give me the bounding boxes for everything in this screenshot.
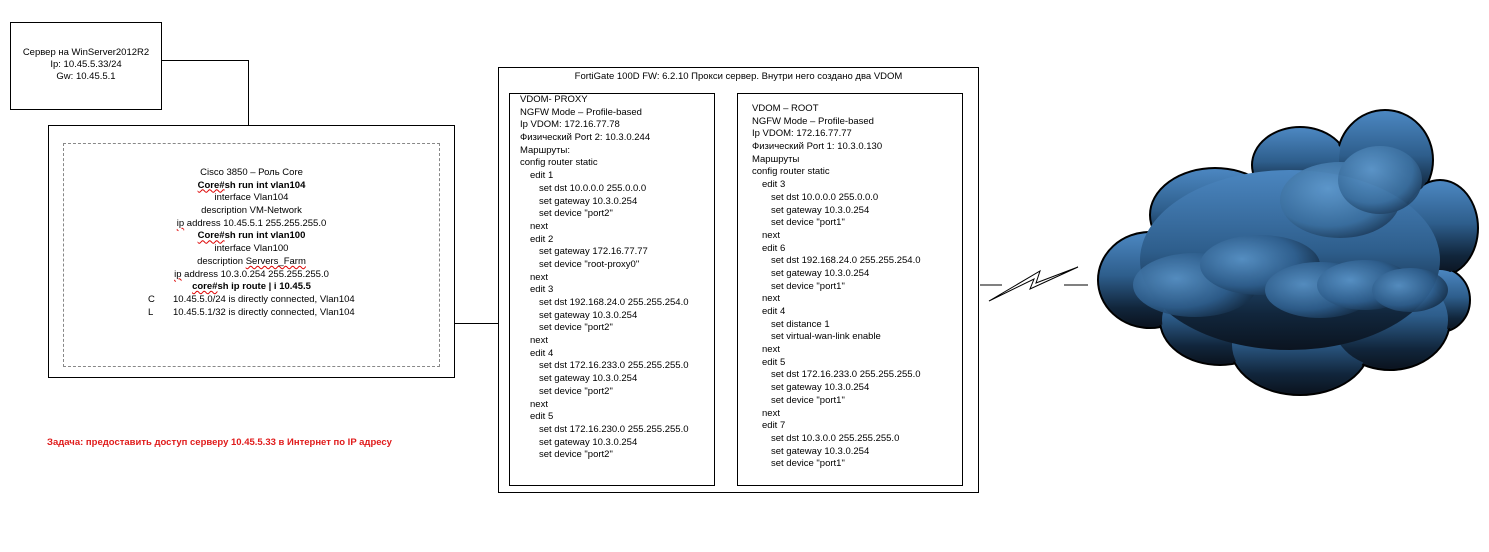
vdom-line: set gateway 10.3.0.254 <box>771 204 870 216</box>
vdom-line: set dst 172.16.230.0 255.255.255.0 <box>539 423 689 435</box>
vdom-line: edit 7 <box>762 420 786 432</box>
vdom-line: edit 4 <box>530 347 554 359</box>
vdom-line: set dst 172.16.233.0 255.255.255.0 <box>771 369 921 381</box>
vdom-line: set gateway 10.3.0.254 <box>771 382 870 394</box>
internet-cloud-icon <box>1098 110 1478 395</box>
core-config-text <box>64 167 439 319</box>
vdom-line: set dst 10.0.0.0 255.0.0.0 <box>539 182 647 194</box>
core-line: ip address 10.3.0.254 255.255.255.0 <box>174 268 329 280</box>
vdom-line: set dst 10.3.0.0 255.255.255.0 <box>771 432 900 444</box>
core-line: core#sh ip route | i 10.45.5 <box>192 281 311 293</box>
vdom-line: edit 2 <box>530 233 554 245</box>
vdom-root-box <box>737 93 963 486</box>
vdom-line: next <box>762 344 780 356</box>
vdom-line: next <box>762 229 780 241</box>
vdom-line: Физический Port 2: 10.3.0.244 <box>520 132 651 144</box>
connector-server-core-v <box>248 60 249 126</box>
vdom-line: set device "port2" <box>539 322 613 334</box>
vdom-line: edit 6 <box>762 242 786 254</box>
vdom-line: set device "port1" <box>771 280 845 292</box>
server-ip: Ip: 10.45.5.33/24 <box>50 59 122 70</box>
vdom-line: edit 1 <box>530 170 554 182</box>
vdom-line: set distance 1 <box>771 318 830 330</box>
vdom-line: VDOM- PROXY <box>520 94 588 105</box>
fortigate-title: FortiGate 100D FW: 6.2.10 Прокси сервер. Внутри него создано два VDOM <box>574 71 903 82</box>
vdom-line: edit 5 <box>530 411 554 423</box>
vdom-line: next <box>762 407 780 419</box>
internet-drawing <box>975 105 1485 415</box>
vdom-line: set dst 192.168.24.0 255.255.254.0 <box>539 297 689 308</box>
connector-core-fortigate <box>455 323 498 324</box>
vdom-line: set gateway 10.3.0.254 <box>539 195 638 207</box>
lightning-link-icon <box>980 267 1088 301</box>
vdom-line: set gateway 10.3.0.254 <box>539 436 638 448</box>
vdom-line: set gateway 10.3.0.254 <box>771 445 870 457</box>
vdom-line: set dst 10.0.0.0 255.0.0.0 <box>771 191 879 203</box>
vdom-line: set dst 192.168.24.0 255.255.254.0 <box>771 255 921 267</box>
core-line: Core#sh run int vlan100 <box>197 230 306 242</box>
vdom-line: edit 3 <box>530 284 554 296</box>
vdom-line: set device "root-proxy0" <box>539 258 640 270</box>
vdom-line: next <box>530 398 548 410</box>
core-route-line: C 10.45.5.0/24 is directly connected, Vlan104 <box>148 293 355 305</box>
vdom-line: next <box>530 271 548 283</box>
vdom-line: set dst 172.16.233.0 255.255.255.0 <box>539 360 689 372</box>
core-line: ip address 10.45.5.1 255.255.255.0 <box>176 217 327 229</box>
vdom-line: set device "port1" <box>771 394 845 406</box>
task-text: Задача: предоставить доступ серверу 10.45.5.33 в Интернет по IP адресу <box>47 437 392 448</box>
core-line: Core#sh run int vlan104 <box>197 179 306 191</box>
vdom-line: set virtual-wan-link enable <box>771 331 881 343</box>
core-line: interface Vlan100 <box>214 243 289 255</box>
vdom-line: set gateway 10.3.0.254 <box>771 267 870 279</box>
core-config-frame <box>63 143 440 367</box>
vdom-line: set device "port2" <box>539 208 613 220</box>
vdom-line: Маршруты <box>752 153 800 165</box>
vdom-line: Физический Port 1: 10.3.0.130 <box>752 141 883 153</box>
vdom-line: Ip VDOM: 172.16.77.77 <box>752 128 852 140</box>
server-gateway: Gw: 10.45.5.1 <box>56 71 116 82</box>
server-name: Сервер на WinServer2012R2 <box>22 47 150 58</box>
vdom-line: set device "port2" <box>539 449 613 461</box>
vdom-line: set device "port1" <box>771 458 845 470</box>
vdom-line: set gateway 172.16.77.77 <box>539 246 648 258</box>
vdom-line: edit 4 <box>762 306 786 317</box>
server-box <box>10 22 162 110</box>
vdom-line: NGFW Mode – Profile-based <box>752 115 874 127</box>
core-switch-box <box>48 125 455 378</box>
vdom-line: Ip VDOM: 172.16.77.78 <box>520 119 620 131</box>
vdom-proxy-box <box>509 93 715 486</box>
vdom-line: set device "port1" <box>771 217 845 229</box>
core-route-line: L 10.45.5.1/32 is directly connected, Vlan104 <box>148 306 355 318</box>
vdom-line: next <box>530 220 548 232</box>
vdom-line: config router static <box>752 166 830 178</box>
vdom-line: edit 3 <box>762 179 786 191</box>
core-line: description VM-Network <box>201 205 302 217</box>
fortigate-box <box>498 67 979 493</box>
vdom-line: set device "port2" <box>539 385 613 397</box>
vdom-line: NGFW Mode – Profile-based <box>520 106 642 118</box>
vdom-line: edit 5 <box>762 356 786 368</box>
vdom-line: set gateway 10.3.0.254 <box>539 309 638 321</box>
vdom-line: config router static <box>520 157 598 169</box>
core-line: description Servers_Farm <box>197 255 306 267</box>
vdom-line: Маршруты: <box>520 144 570 156</box>
vdom-line: set gateway 10.3.0.254 <box>539 373 638 385</box>
core-line: Cisco 3850 – Роль Core <box>200 167 303 178</box>
vdom-line: next <box>762 293 780 305</box>
core-line: interface Vlan104 <box>214 192 289 204</box>
connector-server-core-h <box>162 60 249 61</box>
vdom-line: VDOM – ROOT <box>752 103 819 114</box>
vdom-line: next <box>530 335 548 347</box>
